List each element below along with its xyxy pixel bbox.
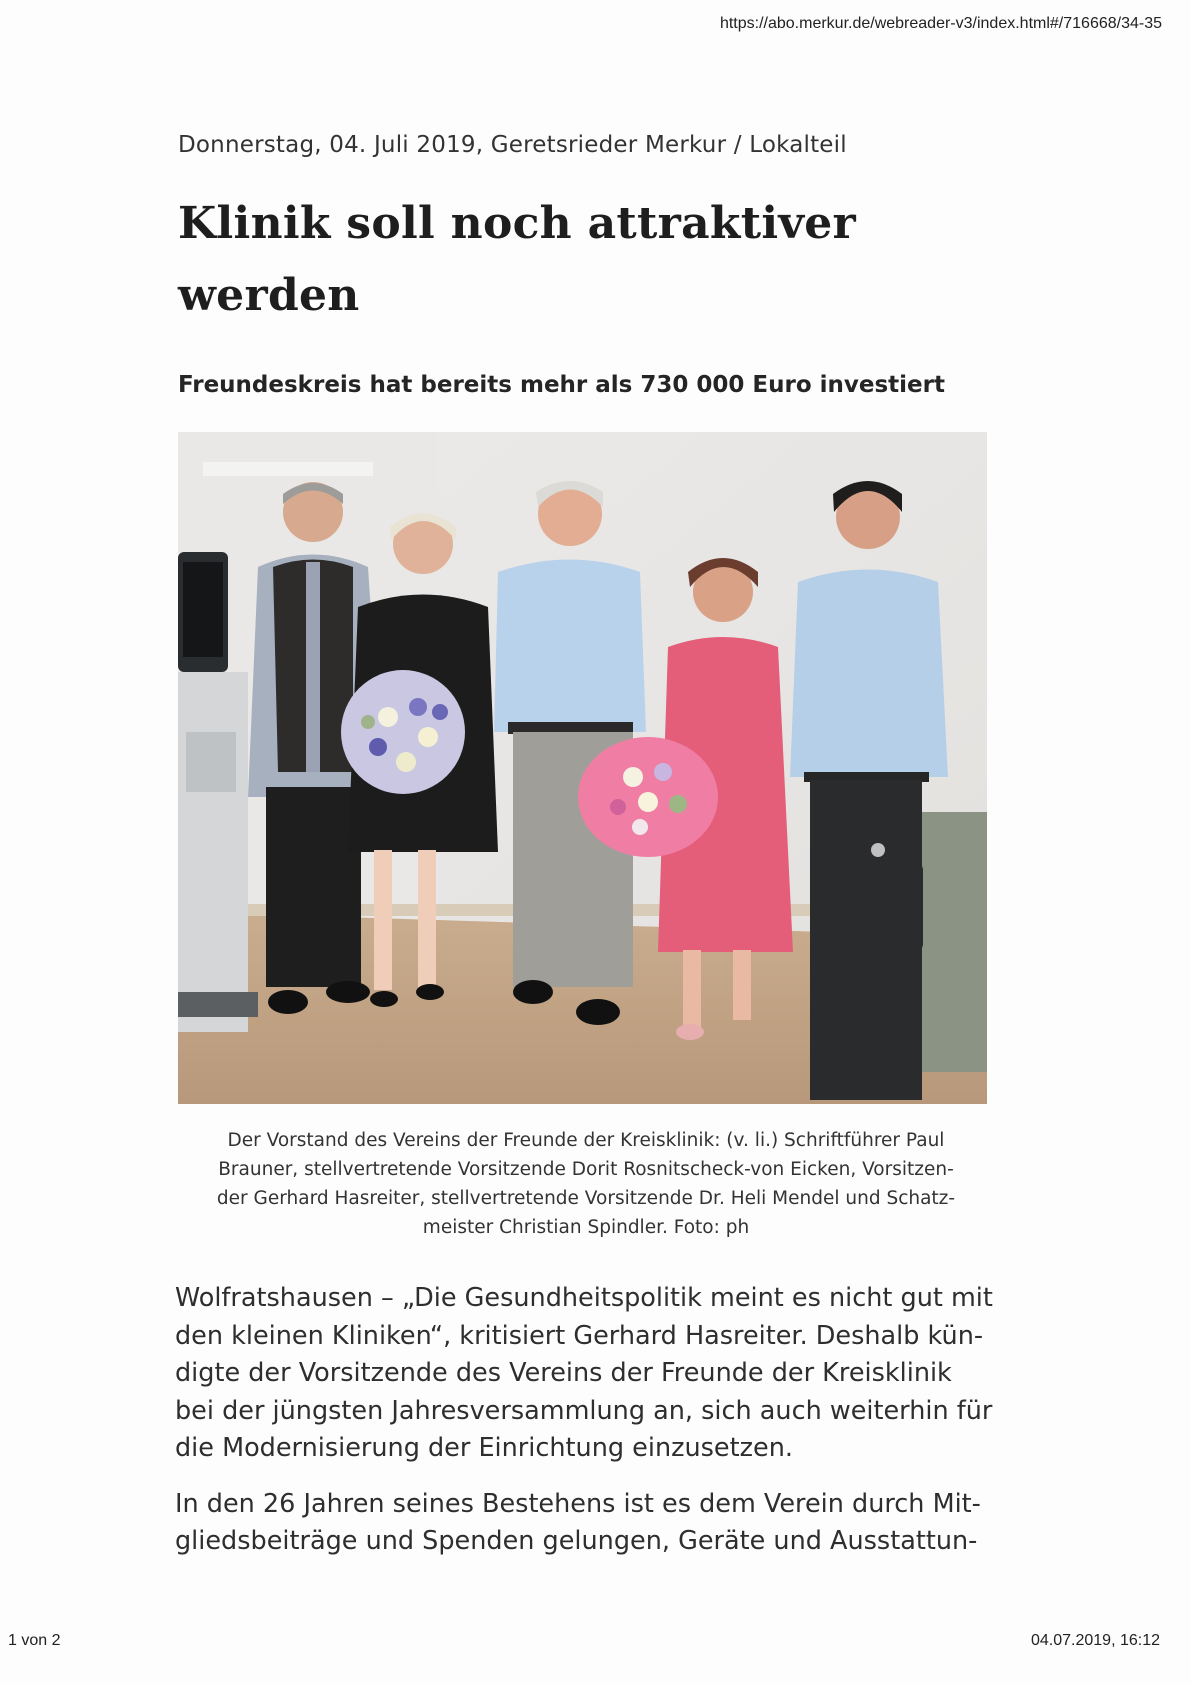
headline-line: Klinik soll noch attraktiver: [178, 198, 857, 249]
body-line: Wolfratshausen – „Die Gesundheitspolitik meint es nicht gut mit: [175, 1283, 993, 1313]
body-line: bei der jüngsten Jahresversammlung an, sich auch weiterhin für: [175, 1395, 993, 1426]
caption-line: Brauner, stellvertretende Vorsitzende Dorit Rosnitscheck-von Eicken, Vorsitzen-: [218, 1159, 954, 1180]
page-number: 1 von 2: [8, 1632, 61, 1649]
caption-line: meister Christian Spindler. Foto: ph: [422, 1217, 750, 1238]
body-line: digte der Vorsitzende des Vereins der Freunde der Kreisklinik: [175, 1358, 952, 1388]
headline-line: werden: [178, 270, 360, 321]
article-headline: [178, 188, 990, 332]
print-timestamp: 04.07.2019, 16:12: [1030, 1632, 1160, 1649]
body-paragraph: [175, 1486, 1005, 1561]
body-line: gliedsbeiträge und Spenden gelungen, Geräte und Ausstattun-: [175, 1526, 978, 1556]
article-header: [178, 132, 990, 398]
body-line: die Modernisierung der Einrichtung einzusetzen.: [175, 1433, 793, 1463]
group-photo: [178, 432, 987, 1104]
article-dateline: Donnerstag, 04. Juli 2019, Geretsrieder Merkur / Lokalteil: [178, 132, 847, 158]
photo-caption: [180, 1126, 992, 1242]
article-body: [175, 1280, 1005, 1579]
body-paragraph: [175, 1280, 1005, 1468]
article-subheadline: Freundeskreis hat bereits mehr als 730 000 Euro investiert: [178, 372, 945, 398]
caption-line: der Gerhard Hasreiter, stellvertretende Vorsitzende Dr. Heli Mendel und Schatz-: [216, 1188, 956, 1209]
caption-line: Der Vorstand des Vereins der Freunde der Kreisklinik: (v. li.) Schriftführer Paul: [227, 1130, 945, 1151]
body-line: den kleinen Kliniken“, kritisiert Gerhard Hasreiter. Deshalb kün-: [175, 1320, 984, 1351]
page-url: https://abo.merkur.de/webreader-v3/index.html#/716668/34-35: [719, 15, 1162, 32]
body-line: In den 26 Jahren seines Bestehens ist es dem Verein durch Mit-: [175, 1488, 981, 1519]
